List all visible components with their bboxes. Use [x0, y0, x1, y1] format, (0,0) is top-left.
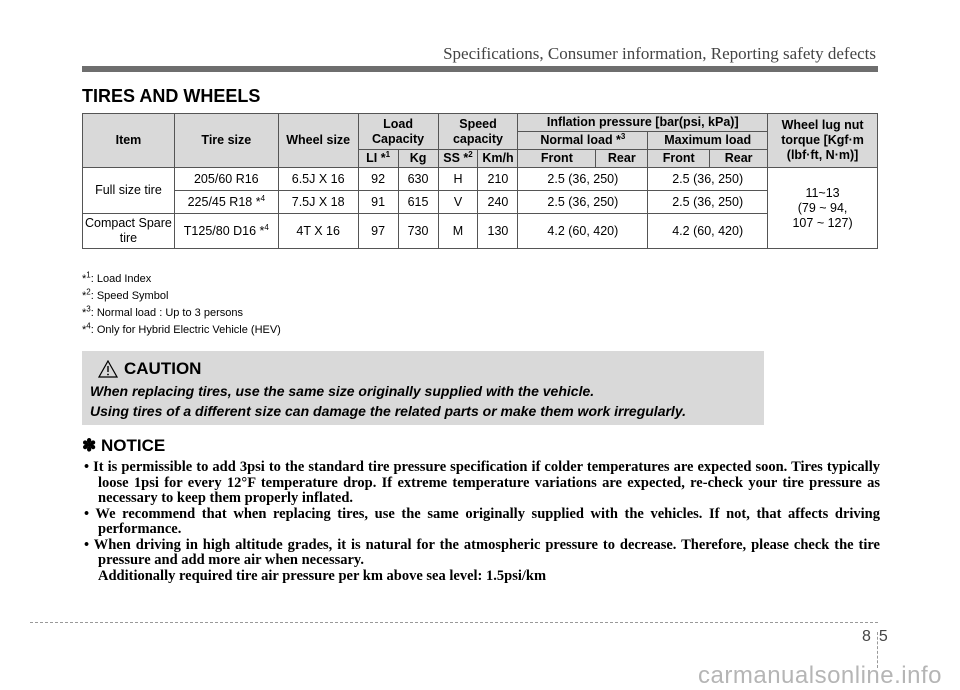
header-wheel-size: Wheel size [278, 114, 358, 168]
table-row [83, 214, 878, 249]
footnote: *$^2$: Speed Symbol [82, 287, 169, 302]
header-inflation-pressure: Inflation pressure [bar(psi, kPa)] [518, 114, 768, 132]
cell-wheel-size: 4T X 16 [278, 214, 358, 249]
cell-kg: 730 [398, 214, 438, 249]
header-kg: Kg [398, 150, 438, 168]
header-rule [82, 66, 878, 72]
cell-kg: 615 [398, 191, 438, 214]
cell-tire-size: T125/80 D16 *$^4$ [174, 214, 278, 249]
notice-item: • We recommend that when replacing tires, use the same originally supplied with the vehicles. If not, that affects driving performance. [84, 505, 880, 537]
cell-ss: H [438, 168, 478, 191]
running-header: Specifications, Consumer information, Reporting safety defects [443, 44, 876, 63]
header-speed-capacity: Speed capacity [438, 114, 518, 150]
header-item: Item [83, 114, 175, 168]
footnote: *$^4$: Only for Hybrid Electric Vehicle (HEV) [82, 321, 281, 336]
cell-kmh: 240 [478, 191, 518, 214]
caution-line: When replacing tires, use the same size originally supplied with the vehicle. [90, 383, 595, 399]
cell-kg: 630 [398, 168, 438, 191]
header-load-capacity: Load Capacity [358, 114, 438, 150]
notice-title: ✽ NOTICE [82, 436, 166, 455]
caution-box [82, 351, 764, 425]
notice-body [84, 460, 880, 584]
cell-tire-size: 225/45 R18 *$^4$ [174, 191, 278, 214]
header-front-maximum: Front [648, 150, 710, 168]
header-kmh: Km/h [478, 150, 518, 168]
notice-item: • It is permissible to add 3psi to the standard tire pressure specification if colder temperatures are expected soon. Tires typically loose 1psi for every 12°F temperature drop. If extreme temperature variations are expected, re-check your tire pressure as necessary to keep them properly inflated. [84, 459, 880, 506]
notice-item: Additionally required tire air pressure per km above sea level: 1.5psi/km [98, 567, 547, 584]
footnote: *$^3$: Normal load : Up to 3 persons [82, 304, 243, 319]
cell-tire-size: 205/60 R16 [174, 168, 278, 191]
cell-li: 91 [358, 191, 398, 214]
page-number: 8 5 [862, 628, 888, 645]
footnotes [82, 271, 281, 339]
tires-wheels-table [82, 113, 878, 249]
warning-triangle-icon [98, 360, 118, 378]
footnote: *$^1$: Load Index [82, 270, 152, 285]
header-tire-size: Tire size [174, 114, 278, 168]
cell-normal-load: 4.2 (60, 420) [518, 214, 648, 249]
cell-ss: V [438, 191, 478, 214]
cell-wheel-size: 6.5J X 16 [278, 168, 358, 191]
cell-normal-load: 2.5 (36, 250) [518, 168, 648, 191]
cell-ss: M [438, 214, 478, 249]
header-wheel-lug-torque: Wheel lug nut torque [Kgf·m (lbf·ft, N·m)] [768, 114, 878, 168]
section-title: TIRES AND WHEELS [82, 86, 261, 106]
cell-kmh: 130 [478, 214, 518, 249]
header-ss: SS *$^2$ [438, 150, 478, 168]
table-row [83, 168, 878, 191]
cell-item: Full size tire [83, 168, 175, 214]
cell-maximum-load: 2.5 (36, 250) [648, 168, 768, 191]
notice-item: • When driving in high altitude grades, it is natural for the atmospheric pressure to decrease. Therefore, please check the tire pressure and add more air when necessary. [84, 536, 880, 568]
cell-li: 92 [358, 168, 398, 191]
caution-title: CAUTION [98, 359, 201, 379]
header-rear-normal: Rear [596, 150, 648, 168]
cell-kmh: 210 [478, 168, 518, 191]
cell-item: Compact Spare tire [83, 214, 175, 249]
cell-wheel-size: 7.5J X 18 [278, 191, 358, 214]
header-normal-load: Normal load *$^3$ [518, 132, 648, 150]
cell-maximum-load: 4.2 (60, 420) [648, 214, 768, 249]
cell-maximum-load: 2.5 (36, 250) [648, 191, 768, 214]
header-rear-maximum: Rear [710, 150, 768, 168]
header-li: LI *$^1$ [358, 150, 398, 168]
cell-lug-torque: 11~13 (79 ~ 94, 107 ~ 127) [768, 168, 878, 249]
cell-normal-load: 2.5 (36, 250) [518, 191, 648, 214]
footer-rule [30, 622, 878, 623]
watermark: carmanualsonline.info [698, 662, 942, 689]
caution-line: Using tires of a different size can damage the related parts or make them work irregularly. [90, 403, 686, 419]
table-row [83, 191, 878, 214]
cell-li: 97 [358, 214, 398, 249]
header-maximum-load: Maximum load [648, 132, 768, 150]
header-front-normal: Front [518, 150, 596, 168]
